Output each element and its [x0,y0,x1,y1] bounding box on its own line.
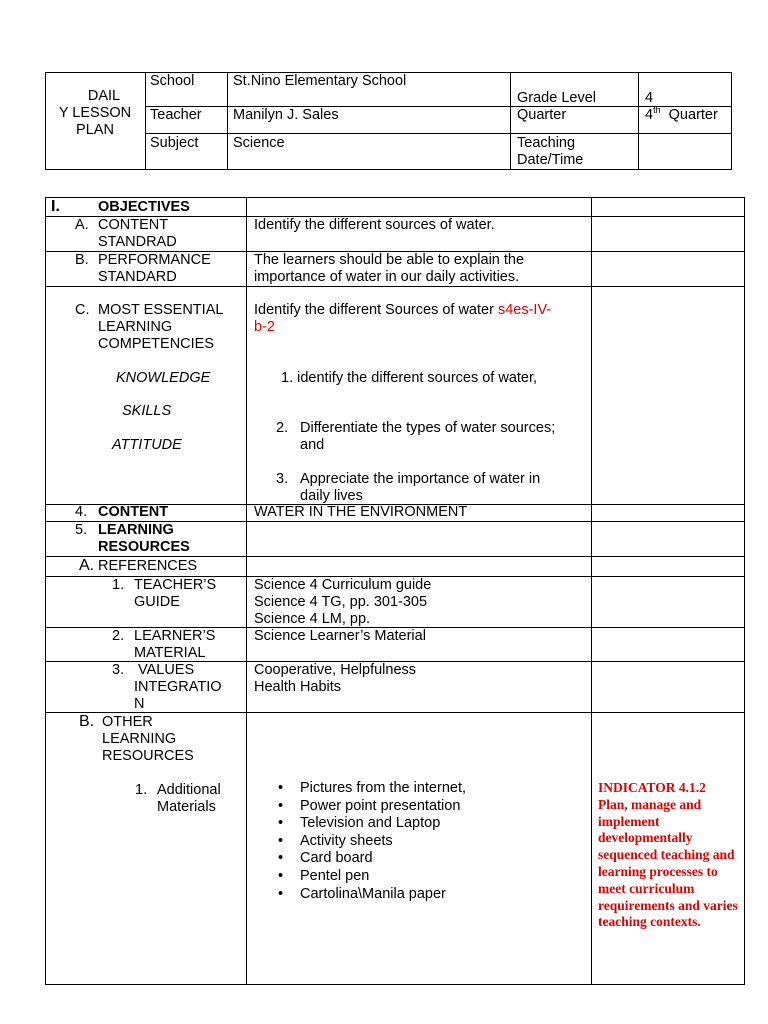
list-item: • Power point presentation [272,798,466,816]
teachers-guide-number: 1. [112,577,125,593]
content-number: 4. [75,504,88,520]
melc-letter: C. [75,302,90,318]
melc-value: Identify the different Sources of water s4es-IV- b-2 [254,302,552,335]
list-item: • Pictures from the internet, [272,780,466,798]
skills-label: SKILLS [122,403,172,419]
indicator-text: Plan, manage and implement developmentally sequenced teaching and learning processes to meet curriculum requirements and varies teaching contexts. [598,796,738,930]
learning-objective-2: 2. Differentiate the types of water sources; and [276,420,556,453]
teaching-date-label: Teaching Date/Time [517,135,584,168]
objectives-heading: OBJECTIVES [98,199,190,215]
content-standard-value: Identify the different sources of water. [254,217,495,233]
knowledge-label: KNOWLEDGE [116,370,211,386]
list-item: • Television and Laptop [272,815,466,833]
list-item: • Card board [272,850,466,868]
melc-label: MOST ESSENTIAL LEARNING COMPETENCIES [98,302,224,352]
other-resources-letter: B. [79,713,95,730]
performance-standard-label: PERFORMANCE STANDARD [98,252,211,285]
materials-list [272,780,466,903]
indicator-title: INDICATOR 4.1.2 [598,780,706,795]
quarter-label: Quarter [517,107,567,123]
content-standard-label: CONTENT STANDRAD [98,217,177,250]
learning-resources-number: 5. [75,522,88,538]
list-item: • Pentel pen [272,868,466,886]
list-item: • Activity sheets [272,833,466,851]
learning-resources-label: LEARNING RESOURCES [98,522,190,555]
performance-standard-value: The learners should be able to explain the importance of water in our daily activities. [254,252,525,285]
indicator-note [598,780,738,931]
list-item: • Cartolina\Manila paper [272,886,466,904]
content-standard-letter: A. [75,217,89,233]
additional-materials-label: Additional Materials [157,782,221,815]
other-resources-label: OTHER LEARNING RESOURCES [102,714,194,764]
values-integration-value: Cooperative, Helpfulness Health Habits [254,662,417,695]
references-label: REFERENCES [98,558,198,574]
subject-value: Science [233,135,285,151]
references-letter: A. [79,557,95,574]
learning-objective-1: 1. identify the different sources of water, [281,370,538,386]
teachers-guide-value: Science 4 Curriculum guide Science 4 TG, pp. 301-305 Science 4 LM, pp. [254,577,432,627]
dll-label: DAIL Y LESSON PLAN [58,88,132,138]
learners-material-number: 2. [112,628,125,644]
subject-label: Subject [150,135,199,151]
learning-objective-3: 3. Appreciate the importance of water in daily lives [276,471,541,504]
objectives-number: I. [51,198,60,215]
attitude-label: ATTITUDE [112,437,182,453]
additional-materials-number: 1. [135,782,148,798]
teachers-guide-label: TEACHER’S GUIDE [134,577,217,610]
content-label: CONTENT [98,504,169,520]
school-label: School [150,73,195,89]
melc-code: s4es-IV- [497,302,552,318]
quarter-value: 4th Quarter [645,105,718,123]
content-value: WATER IN THE ENVIRONMENT [254,504,468,520]
values-integration-number: 3. [112,662,125,678]
teacher-label: Teacher [150,107,202,123]
learners-material-label: LEARNER’S MATERIAL [134,628,216,661]
school-value: St.Nino Elementary School [233,73,407,89]
performance-standard-letter: B. [75,252,89,268]
teacher-value: Manilyn J. Sales [233,107,339,123]
grade-label: Grade Level [517,90,596,106]
grade-value: 4 [645,90,654,106]
values-integration-label: VALUES INTEGRATIO N [134,662,222,712]
learners-material-value: Science Learner’s Material [254,628,426,644]
